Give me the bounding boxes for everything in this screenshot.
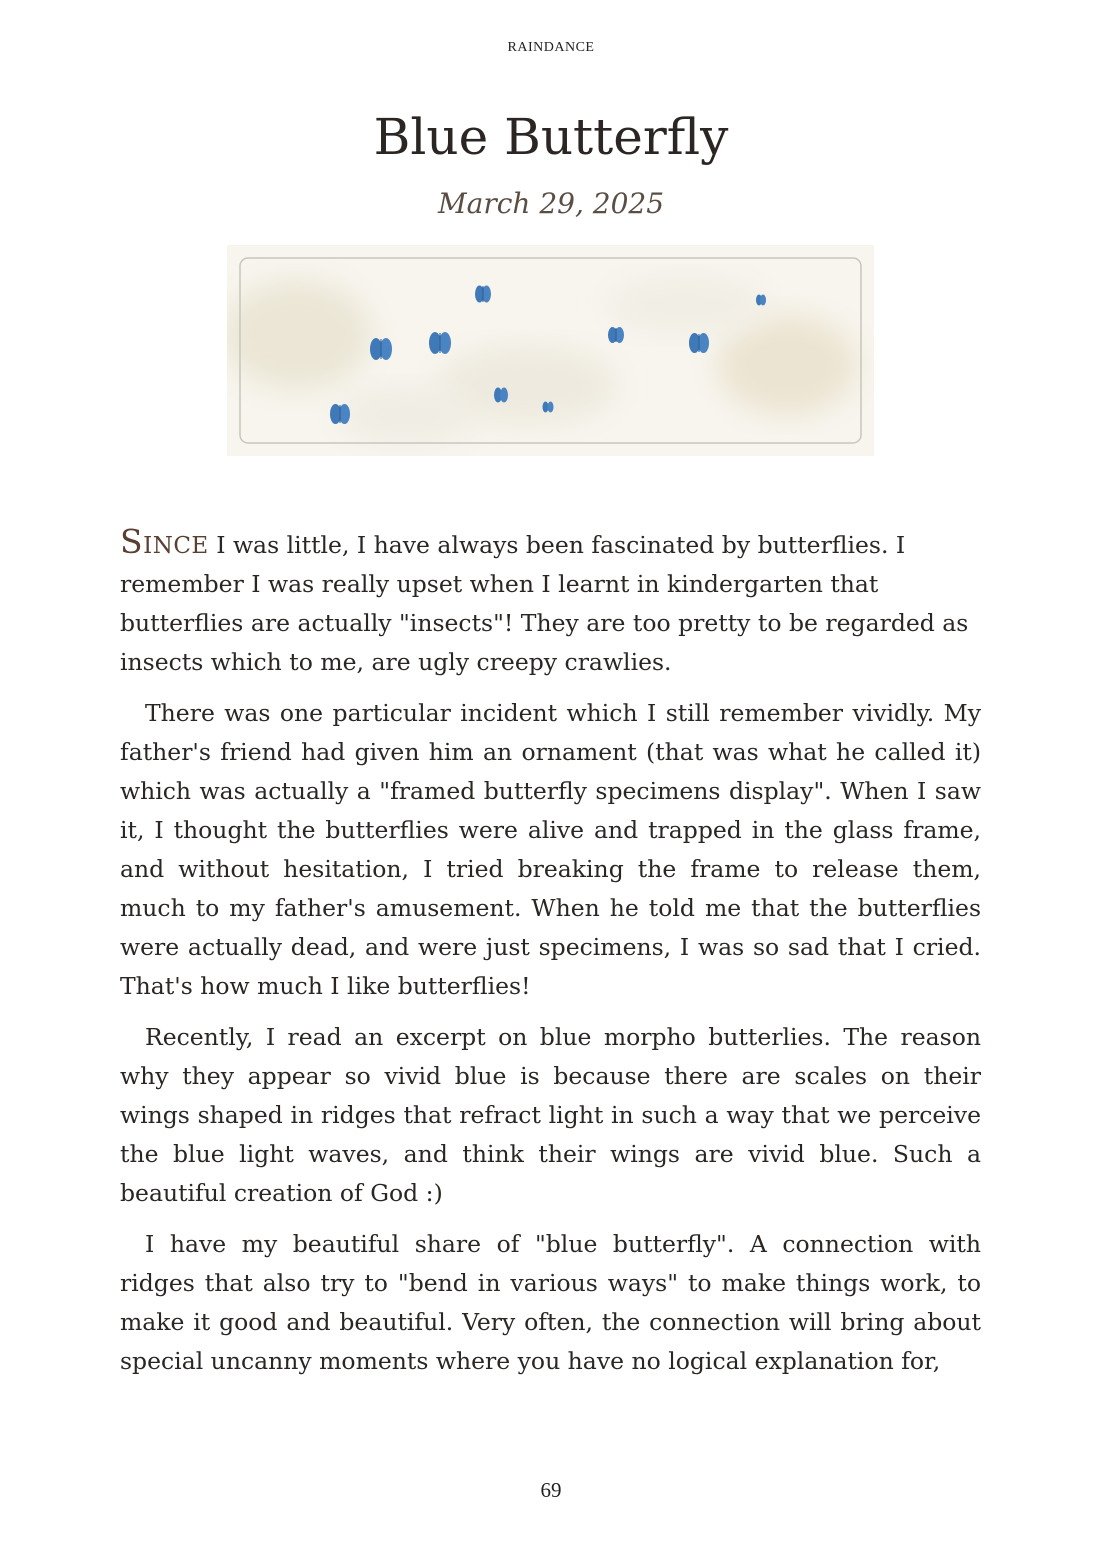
butterfly-icon <box>370 338 392 360</box>
running-head: RAINDANCE <box>507 40 595 55</box>
butterfly-icon <box>475 286 491 303</box>
paragraph-3: Recently, I read an excerpt on blue morpho butterlies. The reason why they appear so vivid blue is because there are scales on their wings shaped in ridges that refract light in such a way that we perceive the blue light waves, and think their wings are vivid blue. Such a beautiful creation of God :) <box>120 1023 981 1207</box>
page-number: 69 <box>540 1478 562 1502</box>
post-date: March 29, 2025 <box>437 187 665 220</box>
paragraph-1 <box>120 522 981 682</box>
butterfly-icon <box>608 327 624 343</box>
paragraph-1-text: I was little, I have always been fascinated by butterflies. I remember I was really upset when I learnt in kindergarten that butterflies are actually "insects"! They are too pretty to be regarded as insects which to me, are ugly creepy crawlies. <box>120 531 969 676</box>
butterfly-icon <box>330 404 350 424</box>
paragraph-4: I have my beautiful share of "blue butterfly". A connection with ridges that also try to "bend in various ways" to make things work, to make it good and beautiful. Very often, the connection will bring about special uncanny moments where you have no logical explanation for, <box>120 1230 981 1375</box>
butterfly-illustration <box>227 245 874 456</box>
butterfly-icon <box>756 295 766 306</box>
lead-word: Since <box>120 522 209 561</box>
butterfly-icon <box>689 333 709 353</box>
paragraph-2: There was one particular incident which I still remember vividly. My father's friend had given him an ornament (that was what he called it) which was actually a "framed butterfly specimens display". When I saw it, I thought the butterflies were alive and trapped in the glass frame, and without hesitation, I tried breaking the frame to release them, much to my father's amusement. When he told me that the butterflies were actually dead, and were just specimens, I was so sad that I cried. That's how much I like butterflies! <box>120 699 981 1000</box>
butterfly-icon <box>429 332 451 354</box>
article-body <box>120 522 981 1393</box>
page-title: Blue Butterfly <box>373 108 729 166</box>
